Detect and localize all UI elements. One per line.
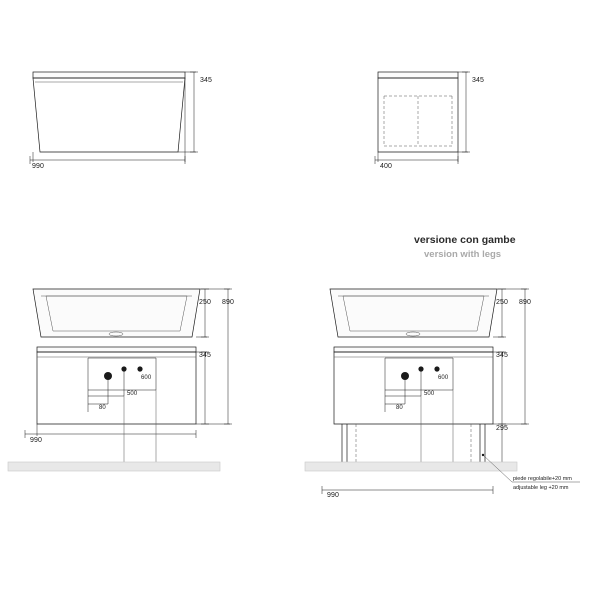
dim-label-br-hole-600: 600 <box>438 375 449 381</box>
dim-label-bl-hole-80: 80 <box>99 405 106 411</box>
dim-label-bl-width: 990 <box>30 437 42 444</box>
dim-label-bl-cabinet-height: 345 <box>199 352 211 359</box>
dim-label-bl-hole-600: 600 <box>141 375 152 381</box>
version-title-italian: versione con gambe <box>414 234 516 246</box>
dim-label-bl-basin-height: 250 <box>199 299 211 306</box>
dim-label-br-width: 990 <box>327 492 339 499</box>
version-title-english: version with legs <box>424 249 502 260</box>
dim-label-top-left-width: 990 <box>32 163 44 170</box>
view-top-left-front <box>30 72 198 164</box>
leg-note-italian: piede regolabile+20 mm <box>513 476 572 482</box>
dim-label-br-cabinet-height: 345 <box>496 352 508 359</box>
dim-label-top-right-height: 345 <box>472 77 484 84</box>
view-bottom-right <box>305 289 580 494</box>
dim-label-bl-hole-500: 500 <box>127 391 138 397</box>
leg-note-english: adjustable leg +20 mm <box>513 485 569 491</box>
dim-label-br-hole-500: 500 <box>424 391 435 397</box>
dim-label-br-hole-80: 80 <box>396 405 403 411</box>
dim-label-bl-total-height: 890 <box>222 299 234 306</box>
dim-label-top-left-height: 345 <box>200 77 212 84</box>
dim-label-br-basin-height: 250 <box>496 299 508 306</box>
dim-label-top-right-depth: 400 <box>380 163 392 170</box>
view-top-right-side <box>375 72 470 164</box>
dim-label-br-total-height: 890 <box>519 299 531 306</box>
dim-label-br-leg-height: 295 <box>496 425 508 432</box>
